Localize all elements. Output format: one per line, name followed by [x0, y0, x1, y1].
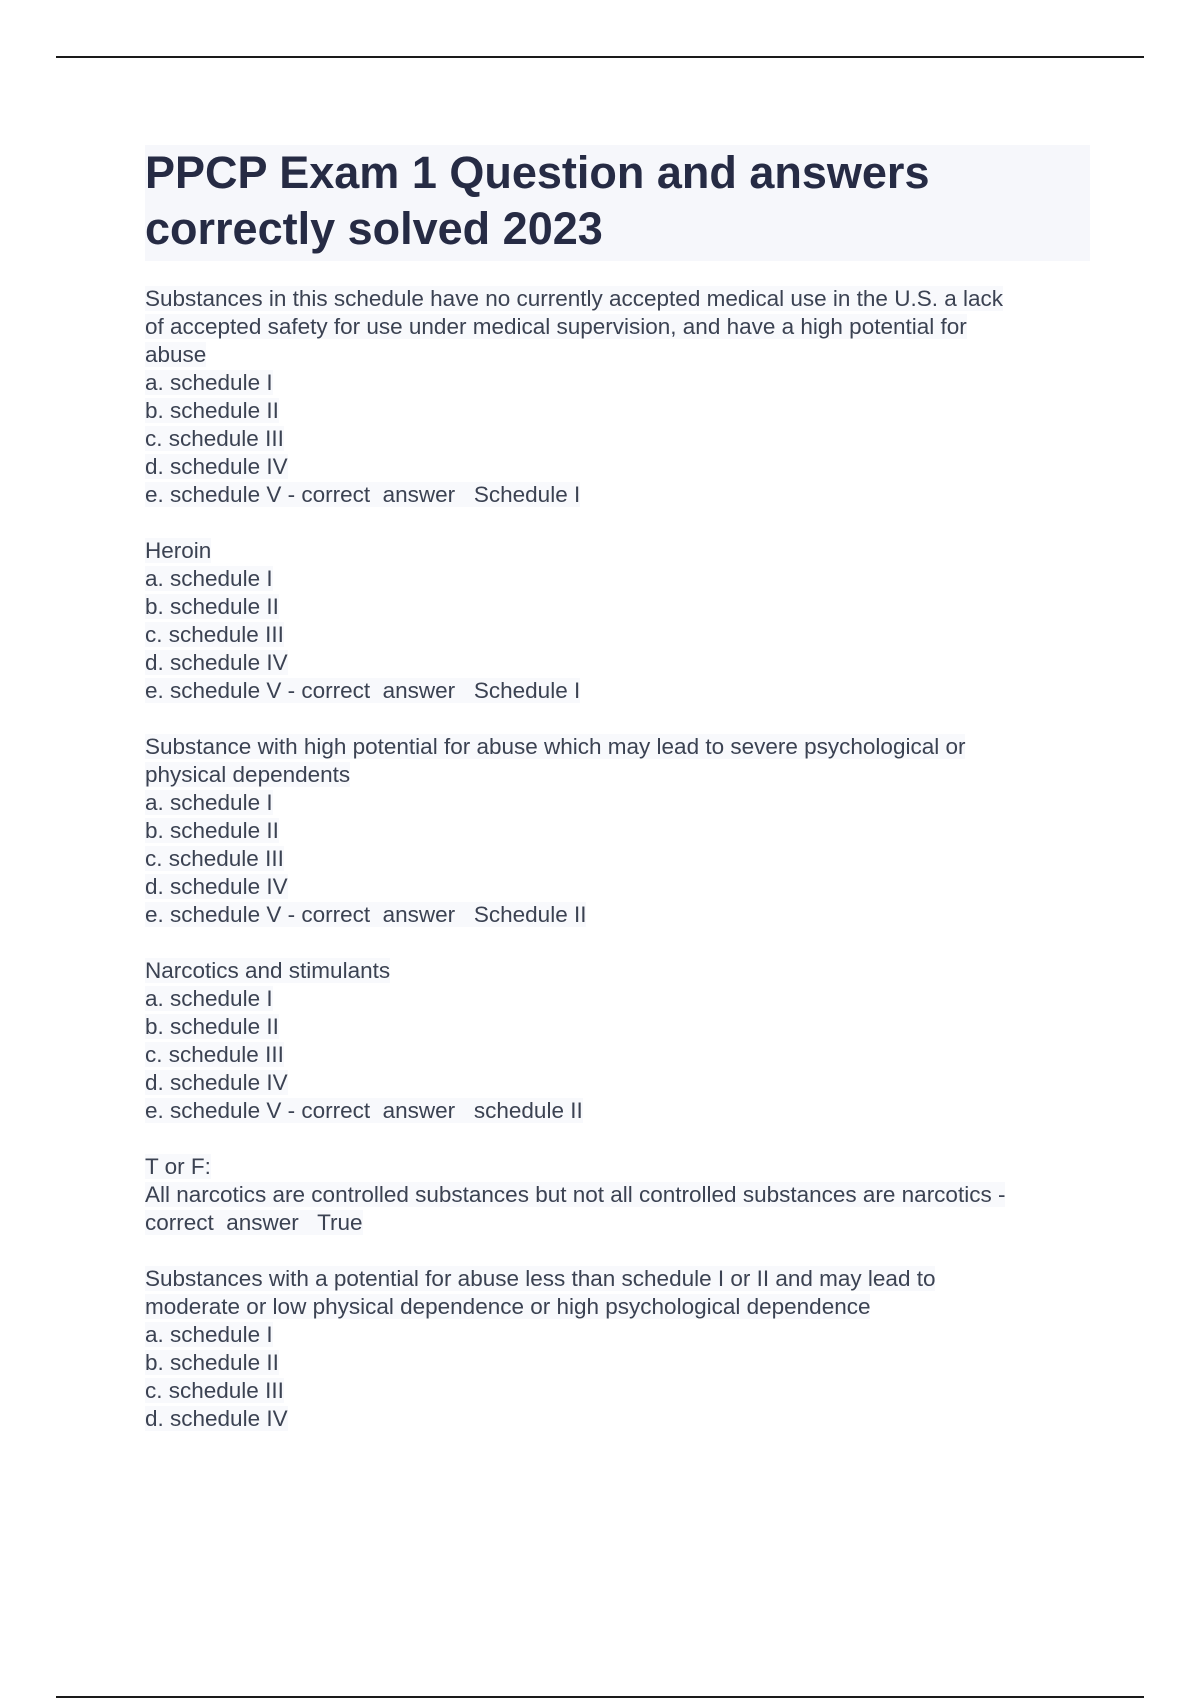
question-line-text: a. schedule I: [145, 566, 273, 591]
question-line-text: d. schedule IV: [145, 1406, 288, 1431]
question-line-text: b. schedule II: [145, 594, 279, 619]
question-line: [145, 1097, 1090, 1125]
question-line-text: b. schedule II: [145, 1014, 279, 1039]
question-line-text: of accepted safety for use under medical supervision, and have a high potential for: [145, 314, 967, 339]
question-line: [145, 565, 1090, 593]
question-line: [145, 1069, 1090, 1097]
question-line: [145, 397, 1090, 425]
question-line-text: a. schedule I: [145, 986, 273, 1011]
question-line: [145, 733, 1090, 761]
question-line-text: d. schedule IV: [145, 1070, 288, 1095]
question-line-text: Heroin: [145, 538, 212, 563]
document-title: PPCP Exam 1 Question and answers correctly solved 2023: [145, 147, 930, 254]
question-line-text: moderate or low physical dependence or high psychological dependence: [145, 1294, 871, 1319]
question-line: [145, 1265, 1090, 1293]
question-line-text: d. schedule IV: [145, 454, 288, 479]
question-line: [145, 1181, 1090, 1209]
question-line: [145, 369, 1090, 397]
question-block: [145, 1265, 1090, 1433]
question-line-text: c. schedule III: [145, 1042, 284, 1067]
question-line: [145, 313, 1090, 341]
question-line: [145, 285, 1090, 313]
question-line: [145, 425, 1090, 453]
question-line-text: All narcotics are controlled substances but not all controlled substances are narcotics -: [145, 1182, 1006, 1207]
question-line-text: abuse: [145, 342, 207, 367]
question-line-text: d. schedule IV: [145, 650, 288, 675]
document-body: [145, 145, 1090, 1461]
question-list: [145, 285, 1090, 1433]
question-line-text: d. schedule IV: [145, 874, 288, 899]
question-line: [145, 1349, 1090, 1377]
question-line-text: physical dependents: [145, 762, 351, 787]
question-line: [145, 985, 1090, 1013]
question-line-text: a. schedule I: [145, 790, 273, 815]
question-line: [145, 761, 1090, 789]
question-line-text: e. schedule V - correct answer schedule II: [145, 1098, 583, 1123]
question-line-text: b. schedule II: [145, 818, 279, 843]
question-line: [145, 1405, 1090, 1433]
question-line: [145, 817, 1090, 845]
question-line: [145, 1153, 1090, 1181]
question-line: [145, 1013, 1090, 1041]
question-block: [145, 537, 1090, 705]
question-line: [145, 1209, 1090, 1237]
question-line-text: c. schedule III: [145, 1378, 284, 1403]
title-block: [145, 145, 1090, 261]
question-line-text: e. schedule V - correct answer Schedule II: [145, 902, 587, 927]
question-line: [145, 621, 1090, 649]
question-line-text: Substances with a potential for abuse less than schedule I or II and may lead to: [145, 1266, 936, 1291]
question-line: [145, 537, 1090, 565]
question-line: [145, 901, 1090, 929]
question-line: [145, 593, 1090, 621]
question-block: [145, 1153, 1090, 1237]
question-line: [145, 873, 1090, 901]
question-line: [145, 677, 1090, 705]
question-line: [145, 341, 1090, 369]
question-line: [145, 1321, 1090, 1349]
question-line-text: e. schedule V - correct answer Schedule I: [145, 482, 581, 507]
question-line-text: e. schedule V - correct answer Schedule I: [145, 678, 581, 703]
question-line: [145, 453, 1090, 481]
question-line: [145, 957, 1090, 985]
question-line: [145, 649, 1090, 677]
question-line-text: c. schedule III: [145, 846, 284, 871]
question-line-text: c. schedule III: [145, 622, 284, 647]
question-block: [145, 957, 1090, 1125]
question-line: [145, 1041, 1090, 1069]
question-line-text: Substance with high potential for abuse which may lead to severe psychological or: [145, 734, 966, 759]
question-line-text: T or F:: [145, 1154, 211, 1179]
question-line-text: b. schedule II: [145, 1350, 279, 1375]
footer-rule: [56, 1696, 1144, 1698]
question-line: [145, 1293, 1090, 1321]
question-line-text: b. schedule II: [145, 398, 279, 423]
question-line-text: a. schedule I: [145, 370, 273, 395]
question-line: [145, 845, 1090, 873]
question-line: [145, 481, 1090, 509]
question-line-text: c. schedule III: [145, 426, 284, 451]
question-block: [145, 285, 1090, 509]
question-block: [145, 733, 1090, 929]
question-line: [145, 1377, 1090, 1405]
question-line: [145, 789, 1090, 817]
question-line-text: a. schedule I: [145, 1322, 273, 1347]
question-line-text: Narcotics and stimulants: [145, 958, 391, 983]
header-rule: [56, 56, 1144, 58]
question-line-text: Substances in this schedule have no currently accepted medical use in the U.S. a lack: [145, 286, 1003, 311]
question-line-text: correct answer True: [145, 1210, 363, 1235]
